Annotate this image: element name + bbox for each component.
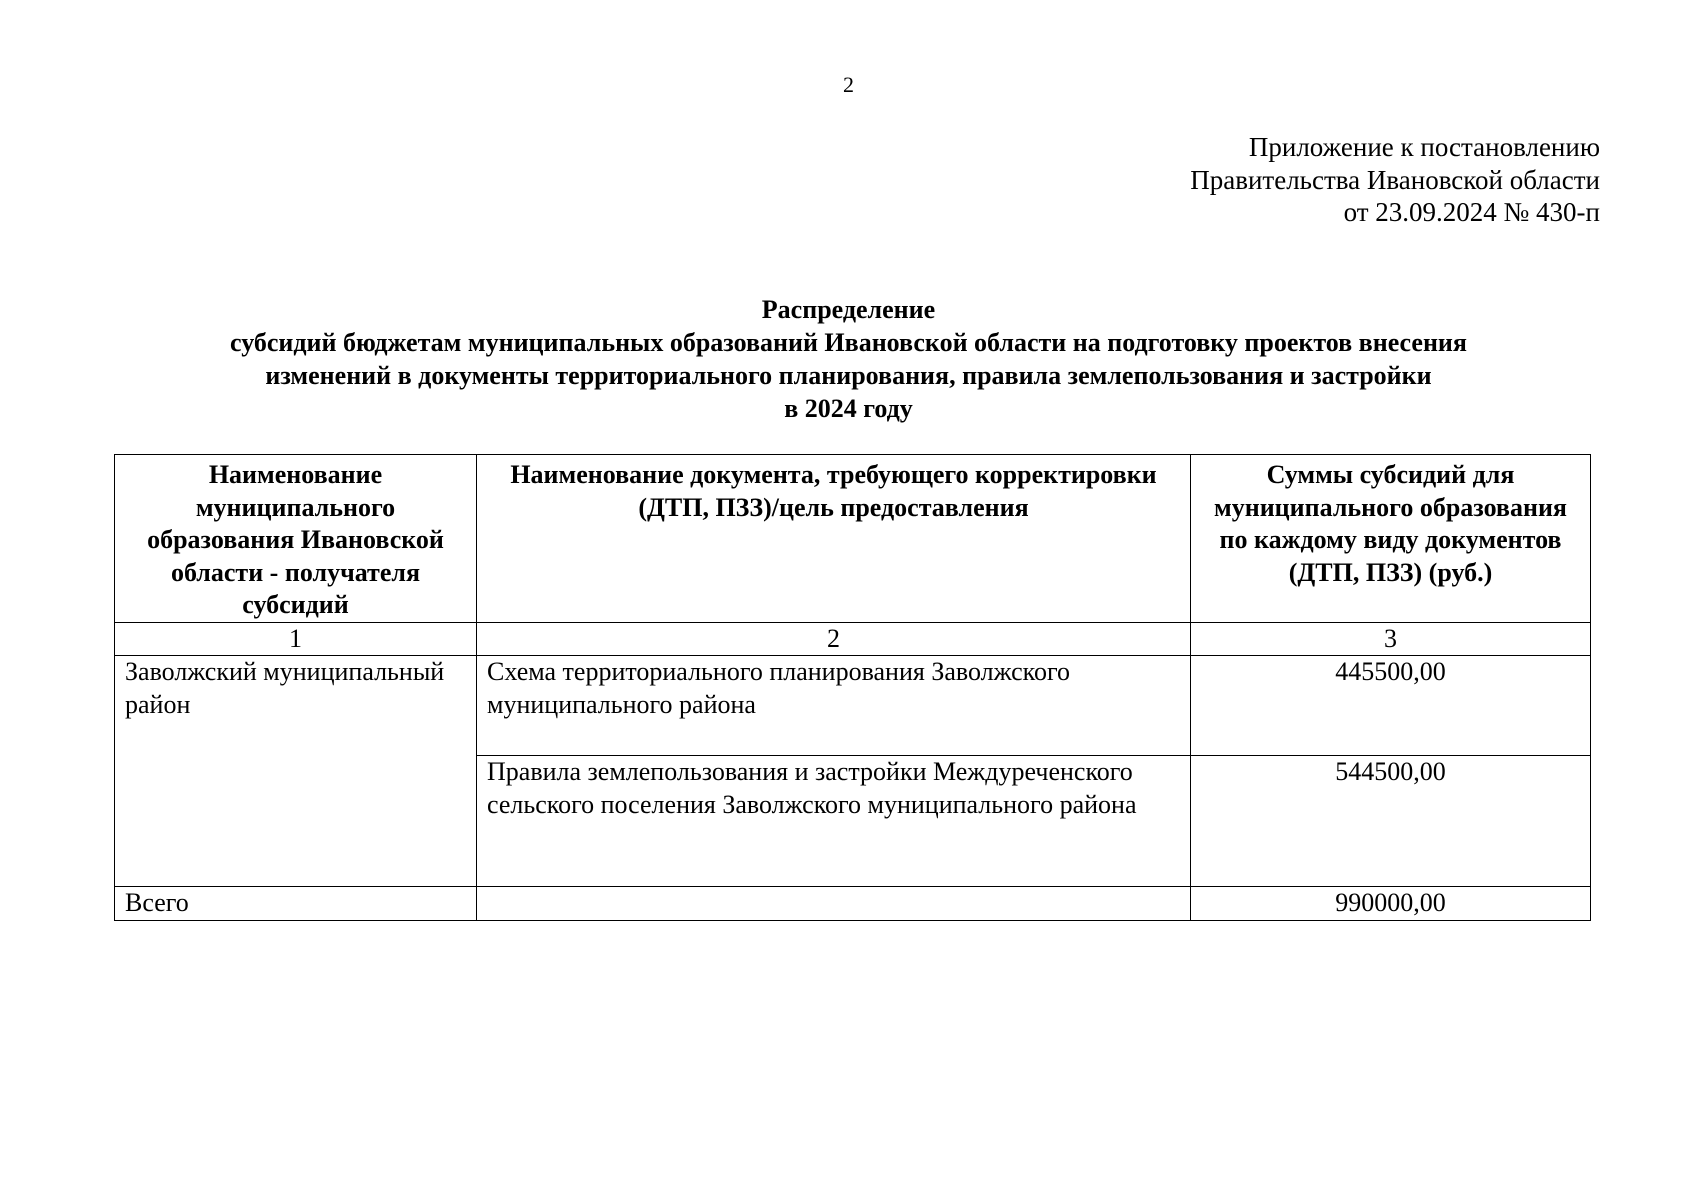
title-line-3: изменений в документы территориального планирования, правила землепользования и застройки xyxy=(265,361,1432,390)
document-cell: Схема территориального планирования Заволжского муниципального района xyxy=(477,656,1191,756)
header-amount: Суммы субсидий для муниципального образования по каждому виду документов (ДТП, ПЗЗ) (руб.) xyxy=(1191,455,1591,623)
amount-cell: 445500,00 xyxy=(1191,656,1591,756)
appendix-line-3: от 23.09.2024 № 430-п xyxy=(1343,197,1600,227)
header-municipality: Наименование муниципального образования Ивановской области - получателя субсидий xyxy=(115,455,477,623)
column-number: 2 xyxy=(477,622,1191,656)
column-number: 1 xyxy=(115,622,477,656)
appendix-note xyxy=(1190,131,1600,229)
title-line-2: субсидий бюджетам муниципальных образований Ивановской области на подготовку проектов внесения xyxy=(230,328,1467,357)
header-document: Наименование документа, требующего корректировки (ДТП, ПЗЗ)/цель предоставления xyxy=(477,455,1191,623)
total-document-cell xyxy=(477,887,1191,921)
total-amount: 990000,00 xyxy=(1191,887,1591,921)
appendix-line-1: Приложение к постановлению xyxy=(1248,132,1600,162)
header-row xyxy=(115,455,1591,623)
document-title xyxy=(0,293,1697,425)
appendix-line-2: Правительства Ивановской области xyxy=(1190,164,1600,195)
subsidy-table xyxy=(114,454,1591,921)
document-cell: Правила землепользования и застройки Междуреченского сельского поселения Заволжского муниципального района xyxy=(477,756,1191,887)
total-label: Всего xyxy=(115,887,477,921)
column-number-row xyxy=(115,622,1591,656)
page-number: 2 xyxy=(843,72,854,97)
amount-cell: 544500,00 xyxy=(1191,756,1591,887)
title-line-4: в 2024 году xyxy=(784,394,913,423)
table-row xyxy=(115,656,1591,756)
municipality-cell: Заволжский муниципальный район xyxy=(115,656,477,887)
title-line-1: Распределение xyxy=(761,295,936,324)
column-number: 3 xyxy=(1191,622,1591,656)
total-row xyxy=(115,887,1591,921)
